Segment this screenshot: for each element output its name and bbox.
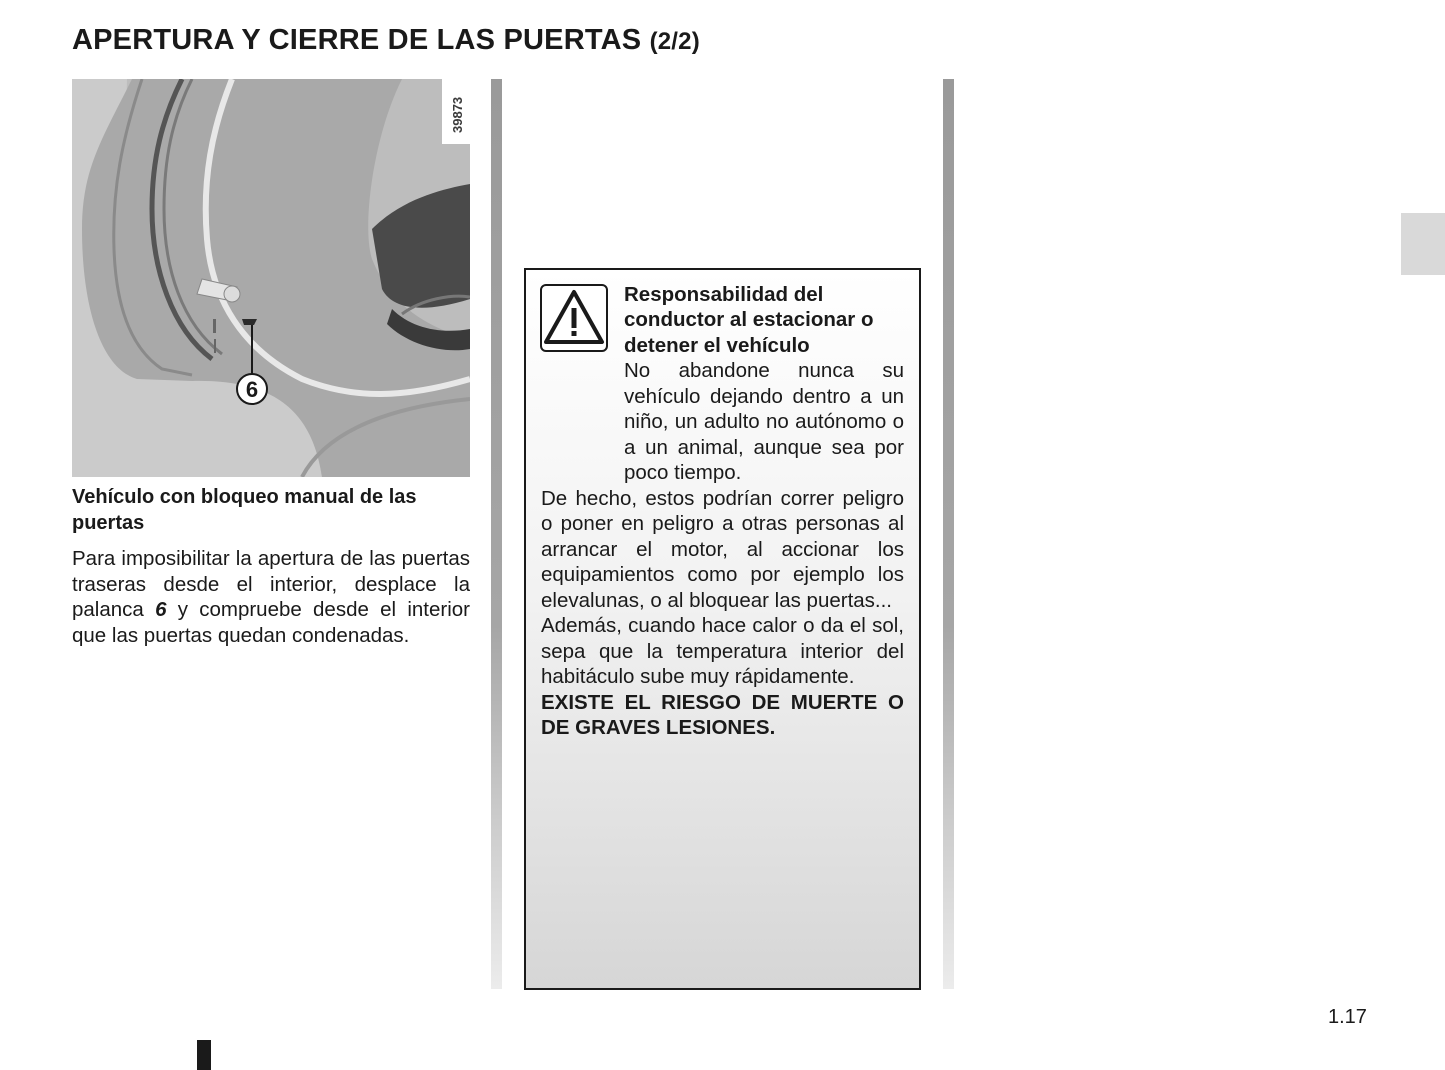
warning-triangle-icon (540, 284, 608, 352)
page-title-suffix: (2/2) (649, 28, 700, 55)
warning-paragraph-1: No abandone nunca su vehículo dejando dentro a un niño, un adulto no autónomo o a un animal, aunque sea por poco tiempo. (624, 359, 904, 484)
warning-paragraph-3: Además, cuando hace calor o da el sol, sepa que la temperatura interior del habitáculo sube muy rápidamente. (541, 614, 904, 688)
column-divider-left (491, 79, 502, 989)
page-title-text: APERTURA Y CIERRE DE LAS PUERTAS (72, 24, 642, 56)
illustration-reference-number: 39873 (450, 96, 465, 133)
section-body (72, 546, 470, 648)
section-tab-marker (1401, 213, 1445, 275)
warning-box (524, 268, 921, 990)
warning-body (541, 358, 904, 741)
door-illustration-drawing (72, 79, 470, 477)
column-divider-right (943, 79, 954, 989)
warning-paragraph-2: De hecho, estos podrían correr peligro o poner en peligro a otras personas al arrancar el motor, al accionar los equipamientos como por ejemplo los elevalunas, o al bloquear las puertas... (541, 486, 904, 612)
section-body-text-end: y compruebe desde el interior que las puertas quedan condenadas. (72, 598, 470, 647)
page-number: 1.17 (1328, 1006, 1367, 1028)
warning-title: Responsabilidad del conductor al estacionar o detener el vehículo (624, 283, 874, 357)
lever-reference: 6 (155, 598, 167, 622)
print-registration-mark (197, 1040, 211, 1070)
section-heading: Vehículo con bloqueo manual de las puertas (72, 486, 417, 534)
page-title (72, 24, 700, 57)
callout-label: 6 (245, 377, 259, 402)
section-body-text: Para imposibilitar la apertura de las puertas traseras desde el interior, desplace la palanca (72, 547, 470, 622)
door-lock-illustration (72, 79, 470, 477)
warning-alert: EXISTE EL RIESGO DE MUERTE O DE GRAVES LESIONES. (541, 690, 904, 739)
